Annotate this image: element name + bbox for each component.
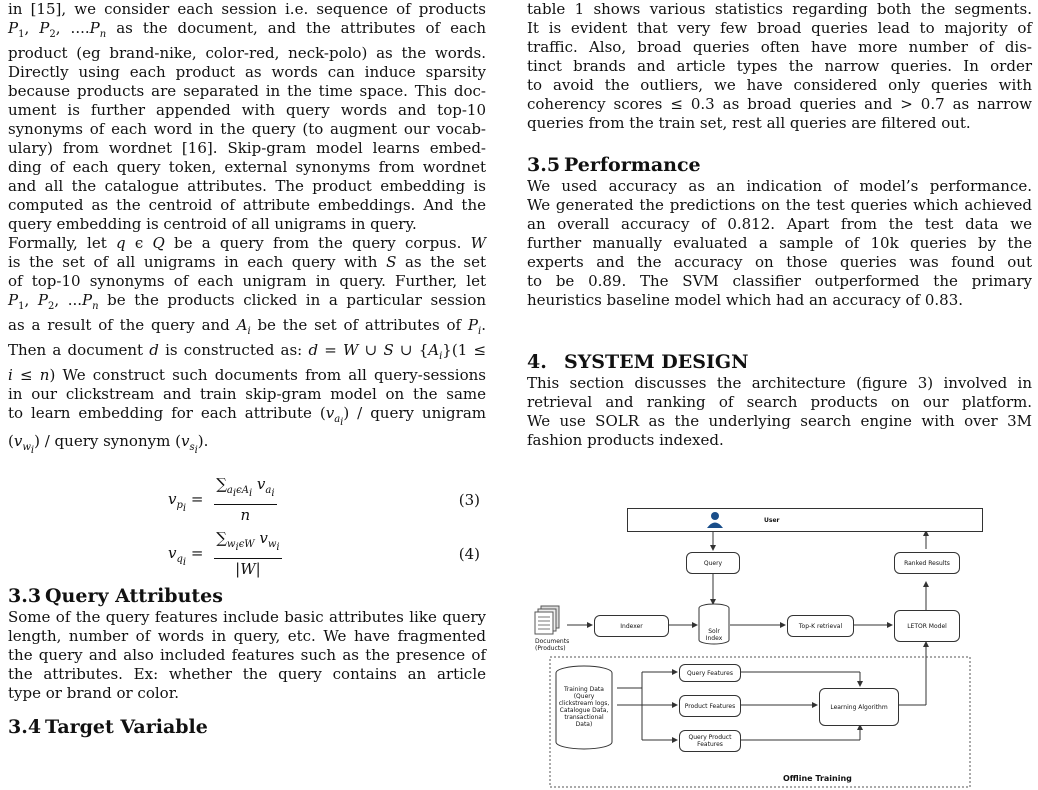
text-line: It is evident that very few broad queries lead to majority of	[527, 19, 1032, 37]
solr-index-label: Solr Index	[705, 628, 723, 642]
text-line: $P_1$, $P_2$, $...P_n$ be the products clicked in a particular session	[8, 291, 487, 312]
text-line: is the set of all unigrams in each query with S as the set	[8, 253, 486, 271]
text-line: the attributes. Ex: whether the query contains an article	[8, 665, 486, 683]
formal-paragraph	[8, 234, 486, 460]
right-column	[527, 0, 1032, 450]
system-design-paragraph	[527, 374, 1032, 450]
text-line: $(v_{w_i})$ / query synonym $(v_{s_i})$.	[8, 432, 209, 456]
section-heading: 3.3 Query Attributes	[8, 585, 223, 607]
text-line: synonyms of each word in the query (to augment our vocab-	[8, 120, 486, 138]
text-line: $P_1$, $P_2$, $....P_n$ as the document, and the attributes of each	[8, 19, 487, 40]
topk-retrieval-box: Top-K retrieval	[787, 615, 854, 637]
letor-model-box: LETOR Model	[894, 610, 960, 642]
text-line: Formally, let q ϵ Q be a query from the query corpus. W	[8, 234, 486, 252]
text-line: as a result of the query and $A_i$ be the set of attributes of $P_i$.	[8, 316, 486, 337]
text-line: Some of the query features include basic attributes like query	[8, 608, 486, 626]
text-line: Then a document d is constructed as: d = W ∪ S ∪ $\{A_i\}(1$ ≤	[8, 341, 487, 362]
text-line: computed as the centroid of attribute embeddings. And the	[8, 196, 486, 214]
architecture-diagram	[527, 504, 1032, 790]
equation-3: $v_{p_i}$ = $\frac{\sum_{a_i\epsilon A_i} v_{a_i}}{n}$ (3)	[168, 475, 480, 524]
text-line: query embedding is centroid of all unigrams in query.	[8, 215, 417, 233]
text-line: traffic. Also, broad queries often have more number of dis-	[527, 38, 1032, 56]
product-features-box: Product Features	[679, 695, 741, 717]
user-icon	[706, 511, 724, 529]
equation-number: (3)	[458, 490, 480, 509]
text-line: length, number of words in query, etc. We have fragmented	[8, 627, 486, 645]
offline-training-region	[550, 657, 970, 787]
text-line: further manually evaluated a sample of 10k queries by the	[527, 234, 1032, 252]
text-line: and all the catalogue attributes. The product embedding is	[8, 177, 486, 195]
text-line: in our clickstream and train skip-gram model on the same	[8, 385, 486, 403]
learning-algorithm-box: Learning Algorithm	[819, 688, 899, 726]
ranked-results-box: Ranked Results	[894, 552, 960, 574]
query-features-box: Query Features	[679, 664, 741, 682]
text-line: We used accuracy as an indication of model’s performance.	[527, 177, 1032, 195]
text-line: i ≤ n) We construct such documents from all query-sessions	[8, 366, 486, 384]
user-box	[627, 508, 983, 532]
text-line: heuristics baseline model which had an accuracy of 0.83.	[527, 291, 964, 309]
equation-4: $v_{q_i}$ = $\frac{\sum_{w_i\epsilon W} v_{w_i}}{|W|}$ (4)	[168, 529, 480, 578]
statistics-paragraph	[527, 0, 1032, 133]
documents-label: Documents (Products)	[535, 638, 570, 652]
indexer-box: Indexer	[594, 615, 669, 637]
offline-training-label: Offline Training	[783, 774, 852, 783]
text-line: ulary) from wordnet [16]. Skip-gram model learns embed-	[8, 139, 486, 157]
text-line: of top-10 synonyms of each unigram in query. Further, let	[8, 272, 486, 290]
text-line: product (eg brand-nike, color-red, neck-polo) as the words.	[8, 44, 486, 62]
training-data-label: Training Data (Query clickstream logs, Catalogue Data, transactional Data)	[558, 686, 610, 728]
section-heading: 3.5 Performance	[527, 154, 701, 176]
documents-icon	[535, 606, 559, 634]
section-heading: 4. SYSTEM DESIGN	[527, 351, 749, 373]
text-line: in [15], we consider each session i.e. sequence of products	[8, 0, 486, 18]
text-line: an overall accuracy of 0.812. Apart from the test data we	[527, 215, 1032, 233]
query-box: Query	[686, 552, 740, 574]
text-line: We use SOLR as the underlying search engine with over 3M	[527, 412, 1032, 430]
diagram-connectors	[527, 504, 1032, 790]
text-line: tinct brands and article types the narrow queries. In order	[527, 57, 1032, 75]
text-line: to be 0.89. The SVM classifier outperformed the primary	[527, 272, 1032, 290]
text-line: type or brand or color.	[8, 684, 179, 702]
text-line: Directly using each product as words can induce sparsity	[8, 63, 486, 81]
query-attributes-paragraph	[8, 608, 486, 703]
text-line: fashion products indexed.	[527, 431, 724, 449]
text-line: We generated the predictions on the test queries which achieved	[527, 196, 1032, 214]
text-line: to avoid the outliers, we have considered only queries with	[527, 76, 1032, 94]
text-line: because products are separated in the time space. This doc-	[8, 82, 486, 100]
intro-paragraph	[8, 0, 486, 234]
text-line: to learn embedding for each attribute $(v_{a_i})$ / query unigram	[8, 404, 486, 428]
text-line: retrieval and ranking of search products on our platform.	[527, 393, 1032, 411]
section-heading: 3.4 Target Variable	[8, 716, 208, 738]
text-line: queries from the train set, rest all queries are filtered out.	[527, 114, 971, 132]
left-column	[8, 0, 486, 739]
equation-number: (4)	[458, 544, 480, 563]
text-line: experts and the accuracy on those queries was found out	[527, 253, 1032, 271]
text-line: the query and also included features such as the presence of	[8, 646, 486, 664]
text-line: ument is further appended with query words and top-10	[8, 101, 486, 119]
text-line: ding of each query token, external synonyms from wordnet	[8, 158, 486, 176]
text-line: This section discusses the architecture (figure 3) involved in	[527, 374, 1032, 392]
query-product-features-box: Query Product Features	[679, 730, 741, 752]
user-label: User	[764, 516, 780, 524]
performance-paragraph	[527, 177, 1032, 310]
text-line: table 1 shows various statistics regarding both the segments.	[527, 0, 1032, 18]
text-line: coherency scores ≤ 0.3 as broad queries and > 0.7 as narrow	[527, 95, 1032, 113]
